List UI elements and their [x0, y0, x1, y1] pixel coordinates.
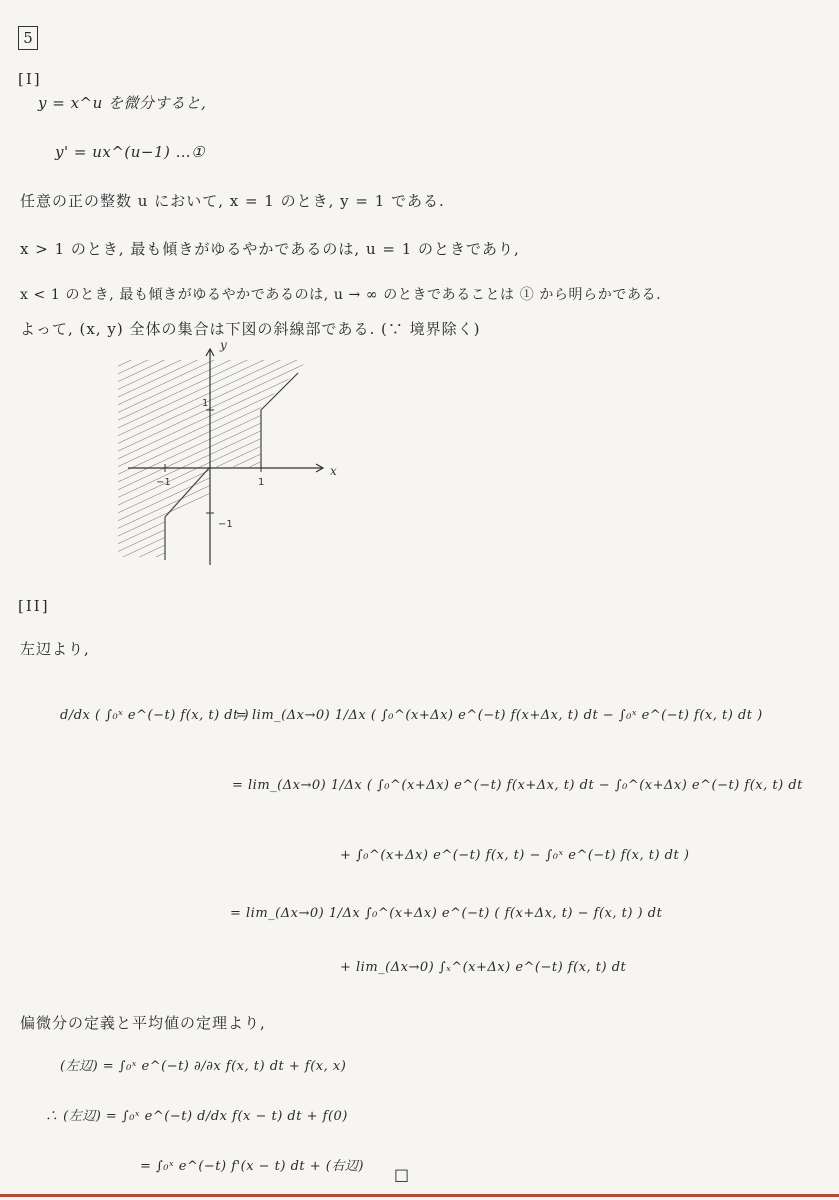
part2-intro: 左辺より, — [20, 640, 90, 658]
tick-label-x-1: 1 — [258, 477, 265, 488]
part2-label: [II] — [18, 597, 50, 615]
x-axis-label: x — [330, 464, 337, 478]
bottom-rule — [0, 1194, 839, 1197]
result-line1: (左辺) = ∫₀ˣ e^(−t) ∂/∂x f(x, t) dt + f(x, x) — [60, 1059, 347, 1074]
tick-label-x-neg1: −1 — [156, 477, 171, 488]
part1-line1: y = x^u を微分すると, — [38, 94, 207, 112]
hatched-region — [118, 360, 308, 557]
deriv-line5: + lim_(Δx→0) ∫ₓ^(x+Δx) e^(−t) f(x, t) dt — [340, 960, 627, 975]
tick-label-y-neg1: −1 — [218, 519, 233, 530]
result-line3: = ∫₀ˣ e^(−t) f'(x − t) dt + (右辺) — [140, 1159, 364, 1174]
deriv-line3: + ∫₀^(x+Δx) e^(−t) f(x, t) − ∫₀ˣ e^(−t) f(x, t) dt ) — [340, 848, 690, 863]
region-graph — [118, 335, 348, 567]
part1-line4: x < 1 のとき, 最も傾きがゆるやかであるのは, u → ∞ のときであることは ① から明らかである. — [20, 287, 662, 303]
part2-line6: 偏微分の定義と平均値の定理より, — [20, 1014, 266, 1032]
part1-label: [I] — [18, 70, 42, 88]
part1-eq1: y' = ux^(u−1) …① — [55, 143, 206, 161]
tick-label-y-1: 1 — [202, 398, 209, 409]
deriv-line4: = lim_(Δx→0) 1/Δx ∫₀^(x+Δx) e^(−t) ( f(x+Δx, t) − f(x, t) ) dt — [230, 906, 663, 921]
part1-line5: よって, (x, y) 全体の集合は下図の斜線部である. (∵ 境界除く) — [20, 320, 481, 338]
deriv-line1: = lim_(Δx→0) 1/Δx ( ∫₀^(x+Δx) e^(−t) f(x+Δx, t) dt − ∫₀ˣ e^(−t) f(x, t) dt ) — [236, 708, 763, 723]
part1-line2: 任意の正の整数 u において, x = 1 のとき, y = 1 である. — [20, 192, 445, 210]
y-axis-label: y — [220, 338, 227, 352]
part1-line3: x > 1 のとき, 最も傾きがゆるやかであるのは, u = 1 のときであり, — [20, 240, 520, 258]
problem-number: 5 — [18, 26, 38, 50]
result-line2: ∴ (左辺) = ∫₀ˣ e^(−t) d/dx f(x − t) dt + f(0) — [45, 1109, 348, 1124]
deriv-lhs: d/dx ( ∫₀ˣ e^(−t) f(x, t) dt ) — [60, 708, 250, 723]
qed-mark: □ — [394, 1165, 410, 1184]
deriv-line2: = lim_(Δx→0) 1/Δx ( ∫₀^(x+Δx) e^(−t) f(x+Δx, t) dt − ∫₀^(x+Δx) e^(−t) f(x, t) dt — [232, 778, 803, 793]
